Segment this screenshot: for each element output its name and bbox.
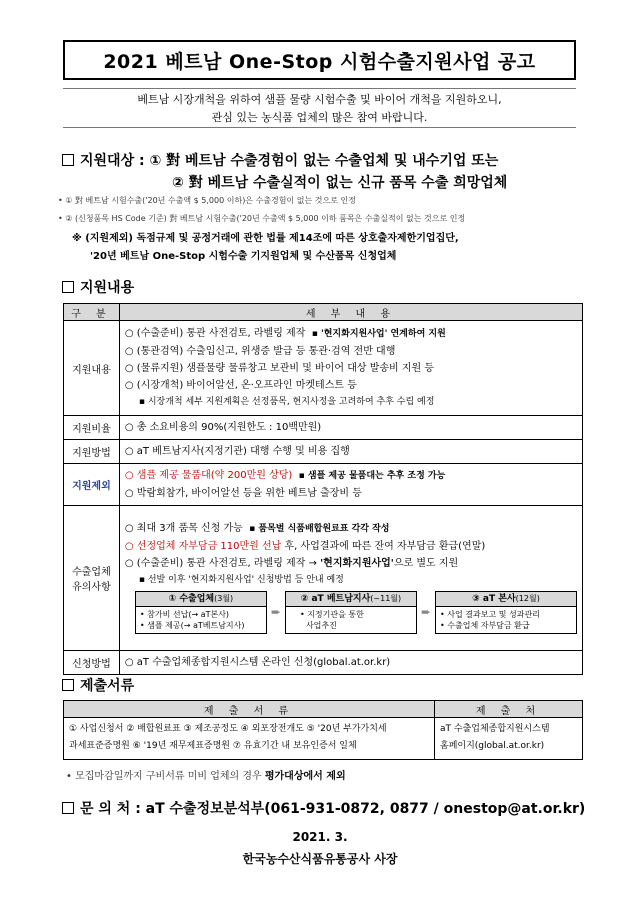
docs-list: ① 사업신청서 ② 배합원료표 ③ 제조공정도 ④ 외포장전개도 ⑤ '20년 부가가치세 과세표준증명원 ⑥ '19년 재무제표증명원 ⑦ 유효기간 내 보유인증서 일체: [64, 718, 435, 760]
col-category: 구 분: [64, 304, 120, 321]
support-heading: 지원내용: [62, 277, 134, 297]
row-label-notes: 수출업체 유의사항: [64, 506, 120, 651]
row-label-method: 지원방법: [64, 440, 120, 464]
flow-step-1: ① 수출업체(3월) • 참가비 선납(→ aT본사) • 샘플 제공(→ aT베트남지사): [135, 591, 267, 634]
support-table: [63, 303, 583, 675]
target-heading-2: ② 對 베트남 수출실적이 없는 신규 품목 수출 희망업체: [172, 175, 508, 191]
target-heading: 지원대상 : ① 對 베트남 수출경험이 없는 수출업체 및 내수기업 또는: [62, 150, 498, 170]
intro-box: [63, 88, 576, 128]
process-flow: [135, 591, 577, 634]
intro-line-1: 베트남 시장개척을 위하여 샘플 물량 시험수출 및 바이어 개척을 지원하오니,: [137, 93, 502, 106]
row-apply: ○ aT 수출업체종합지원시스템 온라인 신청(global.at.or.kr): [119, 651, 582, 675]
contact-line: 문 의 처 : aT 수출정보분석부(061-931-0872, 0877 / onestop@at.or.kr): [62, 798, 585, 818]
date: 2021. 3.: [292, 830, 348, 844]
documents-table: [63, 700, 583, 760]
issuer: 한국농수산식품유통공사 사장: [242, 852, 398, 866]
arrow-right-icon: ➨: [270, 605, 281, 619]
checkbox-square-icon: [62, 802, 74, 814]
col-docs: 제 출 서 류: [64, 701, 435, 718]
row-label-ratio: 지원비율: [64, 416, 120, 440]
col-detail: 세 부 내 용: [119, 304, 582, 321]
page-title: 2021 베트남 One-Stop 시험수출지원사업 공고: [63, 40, 576, 80]
row-ratio: ○ 총 소요비용의 90%(지원한도 : 10백만원): [119, 416, 582, 440]
flow-step-2: ② aT 베트남지사(~11월) • 지정기관을 통한 사업추진: [285, 591, 417, 634]
docs-where: aT 수출업체종합지원시스템 홈페이지(global.at.or.kr): [435, 718, 583, 760]
col-where: 제 출 처: [435, 701, 583, 718]
row-content: ○ (수출준비) 통관 사전검토, 라벨링 제작 ▪ '현지화지원사업' 연계하여 지원 ○ (통관검역) 수출입신고, 위생증 발급 등 통관·검역 전반 대행 ○ (물류지원) 샘플물량 물류창고 보관비 및 바이어 대상 발송비 지원 등 ○ (시장개척) 바이어알선, 온·오프라인 마켓테스트 등 ▪ 시장개척 세부 지원계획은 선정품목, 현지사정을 고려하여 추후 수립 예정: [119, 321, 582, 416]
checkbox-square-icon: [62, 679, 74, 691]
row-label-exclude: 지원제외: [64, 464, 120, 506]
row-exclude: ○ 샘플 제공 물품대(약 200만원 상당) ▪ 샘플 제공 물품대는 추후 조정 가능 ○ 박람회참가, 바이어알선 등을 위한 베트남 출장비 등: [119, 464, 582, 506]
checkbox-square-icon: [62, 281, 74, 293]
target-note-1: • ① 對 베트남 시험수출('20년 수출액 $ 5,000 이하)은 수출경험이 없는 것으로 인정: [58, 196, 356, 205]
flow-step-3: ③ aT 본사(12월) • 사업 결과보고 및 성과관리 • 수출업체 자부담금 환급: [435, 591, 577, 634]
row-notes: ○ 최대 3개 품목 신청 가능 ▪ 품목별 식품배합원료표 각각 작성 ○ 선정업체 자부담금 110만원 선납 후, 사업결과에 따른 잔여 자부담금 환급(연말) ○ (수출준비) 통관 사전검토, 라벨링 제작 → '현지화지원사업'으로 별도 지원 ▪ 선발 이후 '현지화지원사업' 신청방법 등 안내 예정 ① 수출업체(3월) • 참가비 선납(→ aT본사) • 샘플 제공(→ aT베트남지사) ➨ ② aT 베트남지사(~11월) • 지정기관을 통한 사업추진 ➨ ③ aT 본사(12월) • 사업 결과보고 및 성과관리 • 수출업체 자부담금 환급: [119, 506, 582, 651]
intro-line-2: 관심 있는 농식품 업체의 많은 참여 바랍니다.: [211, 111, 428, 124]
arrow-right-icon: ➨: [420, 605, 431, 619]
documents-heading: 제출서류: [62, 675, 134, 695]
target-exclude-1: ※ (지원제외) 독점규제 및 공정거래에 관한 법률 제14조에 따른 상호출자제한기업집단,: [72, 233, 459, 244]
row-label-content: 지원내용: [64, 321, 120, 416]
row-method: ○ aT 베트남지사(지정기관) 대행 수행 및 비용 집행: [119, 440, 582, 464]
row-label-apply: 신청방법: [64, 651, 120, 675]
target-exclude-2: '20년 베트남 One-Stop 시험수출 기지원업체 및 수산품목 신청업체: [90, 251, 397, 262]
documents-note: • 모집마감일까지 구비서류 미비 업체의 경우 평가대상에서 제외: [66, 771, 346, 782]
target-note-2: • ② (신청품목 HS Code 기준) 對 베트남 시험수출('20년 수출액 $ 5,000 이하 품목은 수출실적이 없는 것으로 인정: [58, 214, 466, 223]
checkbox-square-icon: [62, 154, 74, 166]
